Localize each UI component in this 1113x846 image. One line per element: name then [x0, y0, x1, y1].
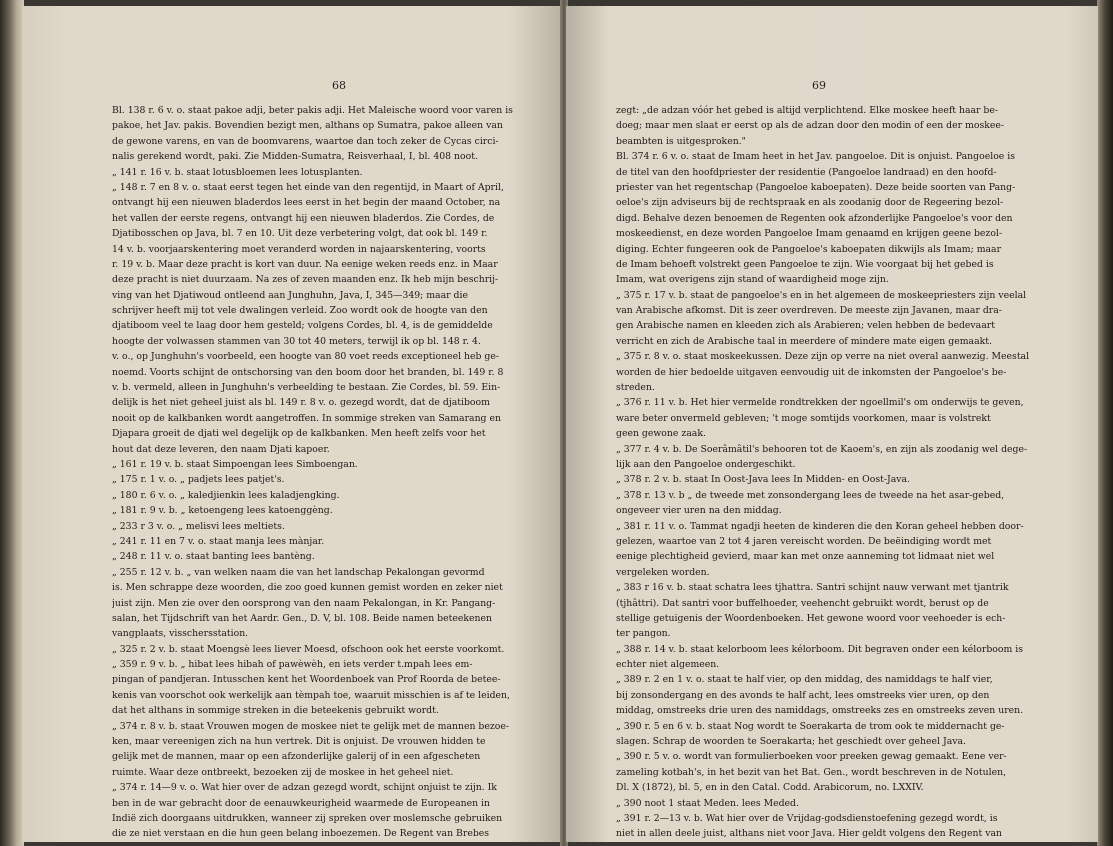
text-line: hoogte der volwassen stammen van 30 tot 40 meters, terwijl ik op bl. 148 r. 4. [112, 335, 481, 347]
text-line: v. o., op Junghuhn's voorbeeld, een hoogte van 80 voet reeds exceptioneel heb ge- [112, 351, 500, 363]
text-line: ongeveer vier uren na den middag. [616, 505, 782, 517]
text-line: priester van het regentschap (Pangoeloe kaboepaten). Deze beide soorten van Pang- [616, 181, 1016, 193]
text-line: „ 375 r. 17 v. b. staat de pangoeloe's en in het algemeen de moskeepriesters zijn veelal [616, 289, 1027, 301]
text-line: niet in allen deele juist, althans niet voor Java. Hier geldt volgens den Regent van [616, 828, 1002, 840]
text-line: pingan of pandjeran. Intusschen kent het Woordenboek van Prof Roorda de betee- [112, 674, 501, 686]
text-line: zegt: „de adzan vóór het gebed is altijd verplichtend. Elke moskee heeft haar be- [616, 105, 999, 116]
text-line: hout dat deze leveren, den naam Djati kapoer. [112, 443, 330, 455]
text-line: verricht en zich de Arabische taal in meerdere of mindere mate eigen gemaakt. [616, 335, 992, 347]
text-line: oeloe's zijn adviseurs bij de rechtspraak en als zoodanig door de Regeering bezol- [616, 197, 1004, 209]
text-line: vangplaats, visschersstation. [112, 628, 249, 640]
text-line: Dl. X (1872), bl. 5, en in den Catal. Codd. Arabicorum, no. LXXIV. [616, 782, 924, 794]
book-edge-left [0, 0, 24, 846]
text-line: juist zijn. Men zie over den oorsprong van den naam Pekalongan, in Kr. Pangang- [112, 597, 496, 609]
text-line: „ 255 r. 12 v. b. „ van welken naam die van het landschap Pekalongan gevormd [112, 566, 485, 578]
left-page [22, 6, 562, 842]
text-line: „ 374 r. 8 v. b. staat Vrouwen mogen de moskee niet te gelijk met de mannen bezoe- [112, 720, 510, 732]
text-line: „ 378 r. 2 v. b. staat In Oost-Java lees In Midden- en Oost-Java. [616, 474, 911, 486]
text-line: Bl. 138 r. 6 v. o. staat pakoe adji, beter pakis adji. Het Maleische woord voor varen is [112, 105, 513, 116]
text-line: „ 390 noot 1 staat Meden. lees Meded. [616, 797, 799, 809]
text-line: „ 390 r. 5 en 6 v. b. staat Nog wordt te Soerakarta de trom ook te middernacht ge- [616, 720, 1005, 732]
text-line: „ 233 r 3 v. o. „ melisvi lees meltiets. [112, 520, 285, 532]
text-line: „ 181 r. 9 v. b. „ ketoengeng lees katoenggèng. [112, 505, 333, 517]
text-line: „ 377 r. 4 v. b. De Soerâmâtil's behooren tot de Kaoem's, en zijn als zoodanig wel dege- [616, 443, 1028, 455]
text-line: pakoe, het Jav. pakis. Bovendien bezigt men, althans op Sumatra, pakoe alleen van [112, 120, 503, 132]
text-line: „ 241 r. 11 en 7 v. o. staat manja lees mànjar. [112, 535, 325, 547]
text-line: vergeleken worden. [616, 566, 710, 578]
text-line: 14 v. b. voorjaarskentering moet veranderd worden in najaarskentering, voorts [112, 243, 486, 255]
text-line: v. b. vermeld, alleen in Junghuhn's verbeelding te bestaan. Zie Cordes, bl. 59. Ein- [112, 382, 501, 394]
text-line: streden. [616, 382, 655, 394]
text-line: lijk aan den Pangoeloe ondergeschikt. [616, 458, 796, 470]
text-line: stellige getuigenis der Woordenboeken. Het gewone woord voor veehoeder is ech- [616, 612, 1006, 624]
page-number-left: 68 [332, 79, 346, 92]
text-line: ter pangon. [616, 628, 671, 640]
text-line: delijk is het niet geheel juist als bl. 149 r. 8 v. o. gezegd wordt, dat de djatiboom [112, 397, 490, 409]
text-line: „ 359 r. 9 v. b. „ hibat lees hibah of pawèwèh, en iets verder t.mpah lees em- [112, 659, 473, 671]
text-line: diging. Echter fungeeren ook de Pangoeloe's kaboepaten dikwijls als Imam; maar [616, 243, 1002, 255]
right-page-text [616, 103, 1036, 842]
text-line: ben in de war gebracht door de eenauwkeurigheid waarmede de Europeanen in [112, 797, 491, 809]
text-line: doeg; maar men slaat er eerst op als de adzan door den modin of een der moskee- [616, 120, 1004, 132]
text-line: bij zonsondergang en des avonds te half acht, lees omstreeks vier uren, op den [616, 689, 990, 701]
text-line: „ 378 r. 13 v. b „ de tweede met zonsondergang lees de tweede na het asar-gebed, [616, 489, 1005, 501]
text-line: eenige plechtigheid gevierd, maar kan met onze aanneming tot lidmaat niet wel [616, 551, 995, 563]
text-line: ken, maar vereenigen zich na hun vertrek. Dit is onjuist. De vrouwen hidden te [112, 736, 486, 748]
text-line: „ 161 r. 19 v. b. staat Simpoengan lees Simboengan. [112, 458, 358, 470]
text-line: schrijver heeft mij tot vele dwalingen verleid. Zoo wordt ook de hoogte van den [112, 305, 488, 317]
text-line: gelezen, waartoe van 2 tot 4 jaren vereischt worden. De beëindiging wordt met [616, 535, 992, 547]
text-line: zameling kotbah's, in het bezit van het Bat. Gen., wordt beschreven in de Notulen, [616, 766, 1007, 778]
text-line: „ 175 r. 1 v. o. „ padjets lees patjet's. [112, 474, 285, 486]
text-line: „ 388 r. 14 v. b. staat kelorboom lees kélorboom. Dit begraven onder een kélorboom is [616, 643, 1023, 655]
text-line: „ 248 r. 11 v. o. staat banting lees bantèng. [112, 551, 315, 563]
text-line: noemd. Voorts schijnt de ontschorsing van den boom door het branden, bl. 149 r. 8 [112, 366, 504, 378]
text-line: „ 389 r. 2 en 1 v. o. staat te half vier, op den middag, des namiddags te half vier, [616, 674, 993, 686]
text-line: „ 381 r. 11 v. o. Tammat ngadji heeten de kinderen die den Koran geheel hebben door- [616, 520, 1024, 532]
text-line: de gewone varens, en van de boomvarens, waartoe dan toch zeker de Cycas circi- [112, 135, 499, 147]
text-line: slagen. Schrap de woorden te Soerakarta; het geschiedt over geheel Java. [616, 736, 966, 748]
text-line: „ 383 r 16 v. b. staat schatra lees tjhattra. Santri schijnt nauw verwant met tjantrik [616, 582, 1009, 594]
text-line: de Imam behoeft volstrekt geen Pangoeloe te zijn. Wie voorgaat bij het gebed is [616, 258, 994, 270]
text-line: Djatibosschen op Java, bl. 7 en 10. Uit deze verbetering volgt, dat ook bl. 149 r. [112, 228, 488, 240]
text-line: dat het althans in sommige streken in die beteekenis gebruikt wordt. [112, 705, 439, 717]
text-line: nalis gerekend wordt, paki. Zie Midden-Sumatra, Reisverhaal, I, bl. 408 noot. [112, 151, 478, 163]
text-line: gelijk met de mannen, maar op een afzonderlijke galerij of in een afgescheten [112, 751, 481, 763]
text-line: „ 375 r. 8 v. o. staat moskeekussen. Deze zijn op verre na niet overal aanwezig. Meestal [616, 351, 1030, 363]
text-line: „ 391 r. 2—13 v. b. Wat hier over de Vrijdag-godsdienstoefening gezegd wordt, is [616, 812, 998, 824]
text-line: Indië zich doorgaans uitdrukken, wanneer zij spreken over moslemsche gebruiken [112, 812, 503, 824]
text-line: nooit op de kalkbanken wordt aangetroffen. In sommige streken van Samarang en [112, 412, 501, 424]
text-line: van Arabische afkomst. Dit is zeer overdreven. De meeste zijn Javanen, maar dra- [616, 305, 1002, 317]
text-line: Bl. 374 r. 6 v. o. staat de Imam heet in het Jav. pangoeloe. Dit is onjuist. Pangoeloe is [616, 151, 1015, 163]
text-line: salan, het Tijdschrift van het Aardr. Gen., D. V, bl. 108. Beide namen beteekenen [112, 612, 492, 624]
text-line: „ 180 r. 6 v. o. „ kaledjienkin lees kaladjengking. [112, 489, 340, 501]
text-line: (tjhâttri). Dat santri voor buffelhoeder, veehencht gebruikt wordt, berust op de [616, 597, 989, 609]
text-line: „ 141 r. 16 v. b. staat lotusbloemen lees lotusplanten. [112, 166, 363, 178]
text-line: djatiboom veel te laag door hem gesteld; volgens Cordes, bl. 4, is de gemiddelde [112, 320, 493, 332]
text-line: moskeedienst, en deze worden Pangoeloe Imam genaamd en krijgen geene bezol- [616, 228, 1003, 240]
text-line: de titel van den hoofdpriester der residentie (Pangoeloe landraad) en den hoofd- [616, 166, 997, 178]
left-page-text [112, 103, 528, 842]
text-line: „ 376 r. 11 v. b. Het hier vermelde rondtrekken der ngoellmil's om onderwijs te geven, [616, 397, 1024, 409]
text-line: „ 148 r. 7 en 8 v. o. staat eerst tegen het einde van den regentijd, in Maart of April, [112, 181, 504, 193]
text-line: die ze niet verstaan en die hun geen belang inboezemen. De Regent van Brebes [112, 828, 490, 840]
text-line: is. Men schrappe deze woorden, die zoo goed kunnen gemist worden en zeker niet [112, 582, 503, 594]
page-number-right: 69 [812, 79, 826, 92]
text-line: „ 325 r. 2 v. b. staat Moengsè lees liever Moesd, ofschoon ook het eerste voorkomt. [112, 643, 505, 655]
text-line: ontvangt hij een nieuwen bladerdos lees eerst in het begin der maand October, na [112, 197, 501, 209]
book-edge-right [1097, 0, 1113, 846]
text-line: het vallen der eerste regens, ontvangt hij een nieuwen bladerdos. Zie Cordes, de [112, 212, 495, 224]
text-line: ruimte. Waar deze ontbreekt, bezoeken zij de moskee in het geheel niet. [112, 766, 454, 778]
text-line: „ 390 r. 5 v. o. wordt van formulierboeken voor preeken gewag gemaakt. Eene ver- [616, 751, 1007, 763]
text-line: Imam, wat overigens zijn stand of waardigheid moge zijn. [616, 274, 889, 286]
text-line: beambten is uitgesproken." [616, 135, 746, 147]
text-line: r. 19 v. b. Maar deze pracht is kort van duur. Na eenige weken reeds enz. in Maar [112, 258, 498, 270]
text-line: ving van het Djatiwoud ontleend aan Junghuhn, Java, I, 345—349; maar die [112, 289, 468, 301]
text-line: geen gewone zaak. [616, 428, 706, 440]
text-line: „ 374 r. 14—9 v. o. Wat hier over de adzan gezegd wordt, schijnt onjuist te zijn. Ik [112, 782, 497, 794]
text-line: kenis van voorschot ook werkelijk aan tèmpah toe, waaruit misschien is af te leiden, [112, 689, 510, 701]
text-line: digd. Behalve dezen benoemen de Regenten ook afzonderlijke Pangoeloe's voor den [616, 212, 1013, 224]
text-line: echter niet algemeen. [616, 659, 720, 671]
right-page [566, 6, 1098, 842]
text-line: middag, omstreeks drie uren des namiddags, omstreeks zes en omstreeks zeven uren. [616, 705, 1024, 717]
text-line: gen Arabische namen en kleeden zich als Arabieren; velen hebben de bedevaart [616, 320, 995, 332]
text-line: deze pracht is niet duurzaam. Na zes of zeven maanden enz. Ik heb mijn beschrij- [112, 274, 499, 286]
text-line: worden de hier bedoelde uitgaven eenvoudig uit de inkomsten der Pangoeloe's be- [616, 366, 1007, 378]
text-line: ware beter onvermeld gebleven; 't moge somtijds voorkomen, maar is volstrekt [616, 412, 991, 424]
text-line: Djapara groeit de djati wel degelijk op de kalkbanken. Men heeft zelfs voor het [112, 428, 486, 440]
